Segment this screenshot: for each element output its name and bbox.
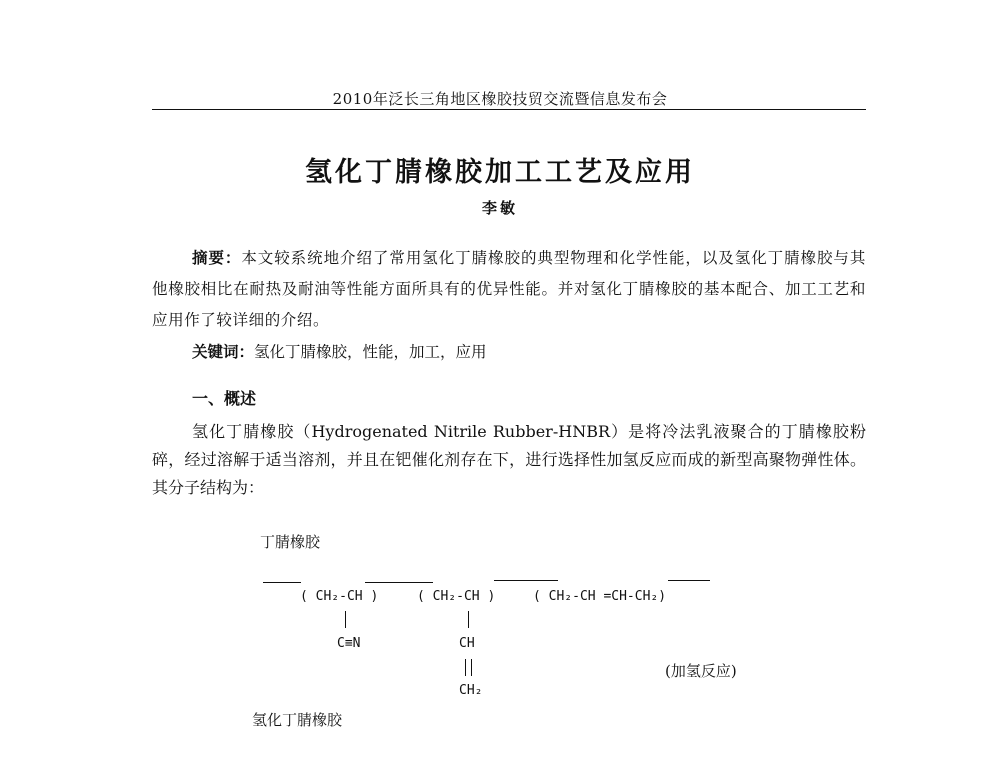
- formula-overline: [668, 580, 710, 581]
- keywords: [192, 340, 487, 362]
- single-bond: [468, 611, 469, 628]
- double-bond: [465, 659, 472, 676]
- formula-overline: [263, 582, 301, 583]
- article-author: 李敏: [481, 199, 518, 217]
- reaction-note: (加氢反应): [665, 662, 737, 680]
- formula-segment-2: ( CH₂-CH ): [417, 589, 496, 604]
- abstract-label: 摘要：: [192, 248, 242, 267]
- formula-segment-1: ( CH₂-CH ): [300, 589, 379, 604]
- formula-overline: [365, 582, 433, 583]
- abstract-text: 本文较系统地介绍了常用氢化丁腈橡胶的典型物理和化学性能，以及氢化丁腈橡胶与其他橡胶相比在耐热及耐油等性能方面所具有的优异性能。并对氢化丁腈橡胶的基本配合、加工工艺和应用作了较详细的介绍。: [152, 249, 866, 329]
- abstract: [152, 242, 866, 336]
- keywords-label: 关键词：: [192, 342, 255, 361]
- formula-overline: [494, 580, 558, 581]
- section-paragraph: 氢化丁腈橡胶（Hydrogenated Nitrile Rubber-HNBR）是将冷法乳液聚合的丁腈橡胶粉碎，经过溶解于适当溶剂，并且在钯催化剂存在下，进行选择性加氢反应而成的新型高聚物弹性体。其分子结构为：: [152, 422, 866, 497]
- diagram-top-label: 丁腈橡胶: [260, 533, 321, 551]
- vinyl-group-ch: CH: [459, 636, 475, 651]
- header-rule: [152, 109, 866, 110]
- formula-segment-3: ( CH₂-CH =CH-CH₂): [533, 589, 667, 604]
- vinyl-group-ch2: CH₂: [459, 683, 483, 698]
- running-header: 2010年泛长三角地区橡胶技贸交流暨信息发布会: [332, 90, 668, 108]
- keywords-text: 氢化丁腈橡胶，性能，加工，应用: [254, 343, 487, 361]
- diagram-bottom-label: 氢化丁腈橡胶: [252, 711, 343, 729]
- article-title: 氢化丁腈橡胶加工工艺及应用: [305, 157, 695, 188]
- nitrile-group: C≡N: [337, 636, 361, 651]
- section-heading: 一、概述: [192, 389, 257, 408]
- single-bond: [345, 611, 346, 628]
